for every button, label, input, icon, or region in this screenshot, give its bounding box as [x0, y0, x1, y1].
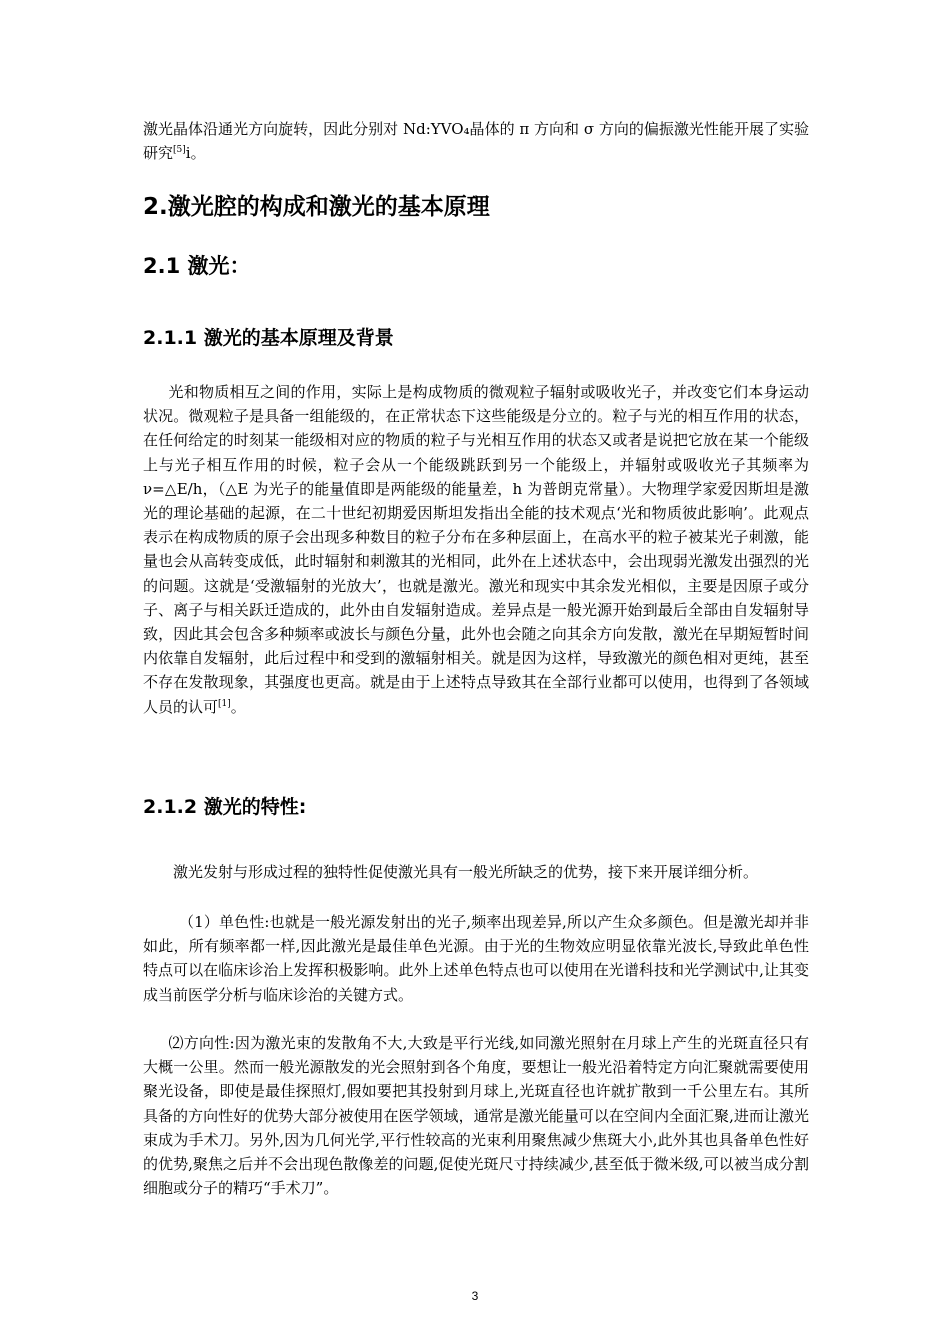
directionality-paragraph: ⑵方向性:因为激光束的发散角不大,大致是平行光线,如同激光照射在月球上产生的光斑直径只有大概一公里。然而一般光源散发的光会照射到各个角度，要想让一般光沿着特定方向汇聚就需要使用聚光设备，即使是最佳探照灯,假如要把其投射到月球上,光斑直径也许就扩散到一千公里左右。其所具备的方向性好的优势大部分被使用在医学领域，通常是激光能量可以在空间内全面汇聚,进而让激光束成为手术刀。另外,因为几何光学,平行性较高的光束利用聚焦减少焦斑大小,此外其也具备单色性好的优势,聚焦之后并不会出现色散像差的问题,促使光斑尺寸持续减少,甚至低于微米级,可以被当成分割细胞或分子的精巧“手术刀”。: [143, 1034, 809, 1198]
section-2-1-1-heading: 2.1.1 激光的基本原理及背景: [143, 327, 394, 349]
section-2-heading: 2.激光腔的构成和激光的基本原理: [143, 194, 490, 220]
monochromaticity-paragraph: （1）单色性:也就是一般光源发射出的光子,频率出现差异,所以产生众多颜色。但是激光却并非如此，所有频率都一样,因此激光是最佳单色光源。由于光的生物效应明显依靠光波长,导致此单色性特点可以在临床诊治上发挥积极影响。此外上述单色特点也可以使用在光谱科技和光学测试中,让其变成当前医学分析与临床诊治的关键方式。: [143, 913, 809, 1004]
intro-paragraph: [143, 117, 809, 165]
section-2-1-heading: 2.1 激光：: [143, 254, 251, 278]
citation-ref: [5]: [173, 145, 186, 156]
principle-text: 光和物质相互之间的作用，实际上是构成物质的微观粒子辐射或吸收光子，并改变它们本身运动状况。微观粒子是具备一组能级的，在正常状态下这些能级是分立的。粒子与光的相互作用的状态，在任何给定的时刻某一能级相对应的物质的粒子与光相互作用的状态又或者是说把它放在某一个能级上与光子相互作用的时候，粒子会从一个能级跳跃到另一个能级上，并辐射或吸收光子其频率为 ν=△E/h，（△E 为光子的能量值即是两能级的能量差，h 为普朗克常量）。大物理学家爱因斯坦是激光的理论基础的起源，在二十世纪初期爱因斯坦发指出全能的技术观点‘光和物质彼此影响’。此观点表示在构成物质的原子会出现多种数目的粒子分布在多种层面上，在高水平的粒子被某光子刺激，能量也会从高转变成低，此时辐射和刺激其的光相同，此外在上述状态中，会出现弱光激发出强烈的光的问题。这就是‘受激辐射的光放大’，也就是激光。激光和现实中其余发光相似，主要是因原子或分子、离子与相关跃迁造成的，此外由自发辐射造成。差异点是一般光源开始到最后全部由自发辐射导致，因此其会包含多种频率或波长与颜色分量，此外也会随之向其余方向发散，激光在早期短暂时间内依靠自发辐射，此后过程中和受到的激辐射相关。就是因为这样，导致激光的颜色相对更纯，甚至不存在发散现象，其强度也更高。就是由于上述特点导致其在全部行业都可以使用，也得到了各领域人员的认可: [143, 383, 809, 716]
intro-text: 激光晶体沿通光方向旋转，因此分别对 Nd:YVO₄晶体的 π 方向和 σ 方向的偏振激光性能开展了实验研究: [143, 120, 809, 163]
principle-tail: 。: [230, 697, 246, 716]
principle-paragraph: [143, 380, 809, 719]
section-2-1-2-heading: 2.1.2 激光的特性:: [143, 796, 307, 818]
properties-intro-paragraph: 激光发射与形成过程的独特性促使激光具有一般光所缺乏的优势，接下来开展详细分析。: [173, 863, 759, 881]
intro-tail: i。: [185, 144, 206, 163]
page-number: 3: [471, 1289, 479, 1303]
citation-ref: [1]: [218, 698, 231, 709]
